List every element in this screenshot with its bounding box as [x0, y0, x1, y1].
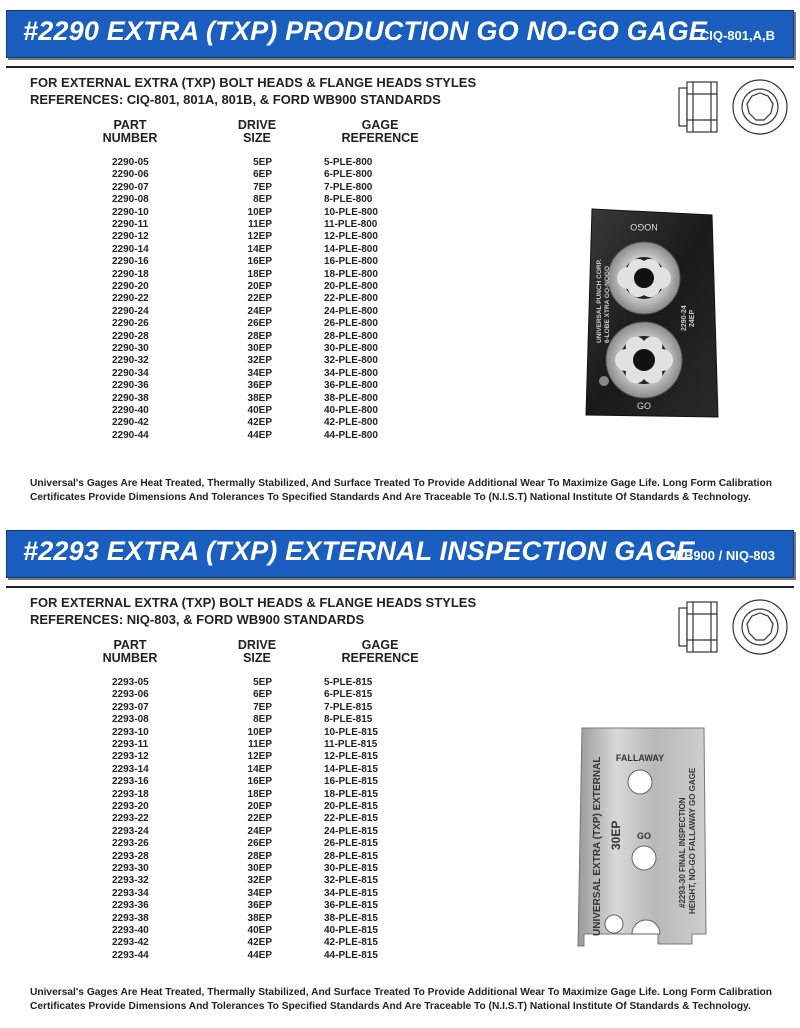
table-row	[0, 727, 440, 739]
part-number-cell: 2293-05	[112, 677, 149, 688]
table-row	[0, 702, 440, 714]
table-row	[0, 826, 440, 838]
part-number-cell: 2290-18	[112, 268, 149, 280]
table-row	[0, 207, 440, 219]
table-row	[0, 776, 440, 788]
table-row	[0, 430, 440, 442]
drive-size-cell: 34EP	[247, 887, 272, 899]
part-number-cell: 2293-30	[112, 863, 149, 874]
section-title: #2290 EXTRA (TXP) PRODUCTION GO NO-GO GAGE	[23, 16, 707, 46]
section-divider	[6, 66, 794, 68]
intro-line-2: REFERENCES: CIQ-801, 801A, 801B, & FORD WB900 STANDARDS	[30, 92, 441, 107]
drive-size-cell: 22EP	[247, 293, 272, 305]
table-row	[0, 764, 440, 776]
part-number-cell: 2293-32	[112, 875, 149, 887]
section-banner-2293	[6, 530, 794, 578]
drive-size-cell: 30EP	[247, 343, 272, 354]
go-nogo-gage-image	[578, 203, 720, 423]
drive-size-cell: 28EP	[247, 330, 272, 342]
drive-size-cell: 5EP	[253, 677, 272, 688]
part-number-cell: 2290-34	[112, 367, 149, 379]
col-header-drive-size: DRIVE SIZE	[237, 638, 277, 665]
gage-reference-cell: 6-PLE-815	[324, 689, 373, 701]
drive-size-cell: 8EP	[253, 194, 272, 206]
gage-type-label: 6-LOBE XTRA GO-NOGO	[604, 265, 611, 343]
gage-reference-cell: 24-PLE-800	[324, 305, 378, 317]
part-number-cell: 2293-08	[112, 714, 149, 726]
gage-reference-cell: 14-PLE-800	[324, 243, 378, 255]
gage-reference-cell: 24-PLE-815	[324, 825, 378, 837]
table-row	[0, 157, 440, 169]
quality-note: Universal's Gages Are Heat Treated, Thermally Stabilized, And Surface Treated To Provide Additional Wear To Maximize Gage Life. Long Form Calibration Certificates Provide Dimensions And Tolerances To Specified Standards And Are Traceable To (N.I.S.T) National Institute Of Standards & Technology.	[30, 987, 772, 1012]
gage-reference-cell: 6-PLE-800	[324, 169, 373, 181]
table-row	[0, 293, 440, 305]
gage-reference-cell: 42-PLE-800	[324, 417, 378, 429]
part-number-cell: 2293-10	[112, 726, 149, 738]
part-number-cell: 2290-24	[112, 305, 149, 317]
part-number-cell: 2290-36	[112, 380, 149, 392]
gage-reference-cell: 11-PLE-815	[324, 739, 378, 750]
bolt-head-diagram-icon	[676, 76, 794, 138]
part-number-cell: 2290-38	[112, 392, 149, 404]
gage-reference-cell: 38-PLE-800	[324, 392, 378, 404]
table-row	[0, 169, 440, 181]
drive-size-cell: 24EP	[247, 825, 272, 837]
part-number-cell: 2293-18	[112, 788, 149, 800]
drive-size-cell: 44EP	[247, 949, 272, 961]
gage-name-label: UNIVERSAL EXTRA (TXP) EXTERNAL	[592, 756, 603, 936]
part-number-cell: 2290-16	[112, 256, 149, 268]
drive-size-cell: 6EP	[253, 689, 272, 701]
table-row	[0, 801, 440, 813]
gage-nogo-label: NOGO	[630, 222, 658, 232]
gage-reference-cell: 7-PLE-800	[324, 181, 373, 193]
drive-size-cell: 12EP	[247, 231, 272, 243]
col-header-gage-reference: GAGE REFERENCE	[341, 638, 419, 665]
part-number-cell: 2290-40	[112, 405, 149, 416]
gage-reference-cell: 42-PLE-815	[324, 937, 378, 949]
section-standard-ref: CIQ-801,A,B	[699, 28, 775, 43]
gage-size-label: 24EP	[689, 309, 696, 327]
gage-reference-cell: 40-PLE-800	[324, 405, 378, 416]
table-row	[0, 417, 440, 429]
maker-logo-icon	[599, 376, 609, 386]
gage-go-label: GO	[636, 831, 652, 841]
gage-reference-cell: 8-PLE-800	[324, 194, 373, 206]
gage-reference-cell: 18-PLE-800	[324, 268, 378, 280]
drive-size-cell: 26EP	[247, 318, 272, 330]
bolt-head-diagram-icon	[676, 596, 794, 658]
part-number-cell: 2293-06	[112, 689, 149, 701]
gage-reference-cell: 30-PLE-800	[324, 343, 378, 354]
section-intro	[30, 594, 476, 628]
gage-desc-label: HEIGHT, NO-GO FALLAWAY GO GAGE	[688, 767, 697, 914]
part-number-cell: 2293-16	[112, 776, 149, 788]
gage-size-label: 30EP	[609, 820, 623, 850]
drive-size-cell: 20EP	[247, 281, 272, 292]
table-row	[0, 851, 440, 863]
drive-size-cell: 20EP	[247, 801, 272, 812]
drive-size-cell: 32EP	[247, 355, 272, 367]
table-row	[0, 231, 440, 243]
part-number-cell: 2290-14	[112, 243, 149, 255]
part-number-cell: 2290-32	[112, 355, 149, 367]
table-row	[0, 244, 440, 256]
drive-size-cell: 10EP	[247, 726, 272, 738]
gage-reference-cell: 34-PLE-800	[324, 367, 378, 379]
gage-reference-cell: 12-PLE-800	[324, 231, 378, 243]
gage-fallaway-label: FALLAWAY	[615, 753, 665, 763]
drive-size-cell: 11EP	[248, 219, 272, 230]
gage-reference-cell: 20-PLE-800	[324, 281, 378, 292]
drive-size-cell: 16EP	[247, 776, 272, 788]
part-number-cell: 2290-05	[112, 157, 149, 168]
drive-size-cell: 18EP	[247, 788, 272, 800]
table-row	[0, 863, 440, 875]
part-number-cell: 2293-42	[112, 937, 149, 949]
part-number-cell: 2293-14	[112, 763, 149, 775]
drive-size-cell: 38EP	[247, 392, 272, 404]
gage-reference-cell: 5-PLE-815	[324, 677, 373, 688]
part-number-cell: 2293-36	[112, 900, 149, 912]
gage-reference-cell: 28-PLE-800	[324, 330, 378, 342]
part-number-cell: 2290-11	[112, 219, 149, 230]
part-number-cell: 2293-07	[112, 701, 149, 713]
drive-size-cell: 14EP	[247, 763, 272, 775]
drive-size-cell: 26EP	[247, 838, 272, 850]
drive-size-cell: 42EP	[247, 417, 272, 429]
col-header-part-number: PART NUMBER	[102, 638, 158, 665]
table-row	[0, 343, 440, 355]
part-number-cell: 2293-34	[112, 887, 149, 899]
gage-reference-cell: 12-PLE-815	[324, 751, 378, 763]
part-number-cell: 2290-22	[112, 293, 149, 305]
section-title: #2293 EXTRA (TXP) EXTERNAL INSPECTION GAGE	[23, 536, 695, 566]
gage-reference-cell: 34-PLE-815	[324, 887, 378, 899]
gage-go-label: GO	[636, 401, 652, 411]
section-intro	[30, 74, 476, 108]
table-row	[0, 219, 440, 231]
drive-size-cell: 38EP	[247, 912, 272, 924]
drive-size-cell: 24EP	[247, 305, 272, 317]
part-number-cell: 2293-28	[112, 850, 149, 862]
part-number-cell: 2290-07	[112, 181, 149, 193]
table-row	[0, 355, 440, 367]
table-row	[0, 875, 440, 887]
table-row	[0, 739, 440, 751]
gage-reference-cell: 22-PLE-815	[324, 813, 378, 825]
table-row	[0, 318, 440, 330]
drive-size-cell: 16EP	[247, 256, 272, 268]
drive-size-cell: 22EP	[247, 813, 272, 825]
part-number-cell: 2293-40	[112, 925, 149, 936]
gage-reference-cell: 36-PLE-800	[324, 380, 378, 392]
drive-size-cell: 18EP	[247, 268, 272, 280]
table-row	[0, 256, 440, 268]
table-row	[0, 838, 440, 850]
gage-reference-cell: 16-PLE-815	[324, 776, 378, 788]
drive-size-cell: 30EP	[247, 863, 272, 874]
table-row	[0, 689, 440, 701]
drive-size-cell: 36EP	[247, 900, 272, 912]
drive-size-cell: 40EP	[247, 405, 272, 416]
table-row	[0, 925, 440, 937]
part-number-cell: 2290-06	[112, 169, 149, 181]
gage-part-label: #2293-30 FINAL INSPECTION	[678, 797, 687, 908]
quality-note: Universal's Gages Are Heat Treated, Thermally Stabilized, And Surface Treated To Provide Additional Wear To Maximize Gage Life. Long Form Calibration Certificates Provide Dimensions And Tolerances To Specified Standards And Are Traceable To (N.I.S.T) National Institute Of Standards & Technology.	[30, 478, 772, 503]
part-number-cell: 2293-12	[112, 751, 149, 763]
drive-size-cell: 8EP	[253, 714, 272, 726]
drive-size-cell: 12EP	[247, 751, 272, 763]
section-standard-ref: WB900 / NIQ-803	[671, 548, 775, 563]
part-number-cell: 2293-38	[112, 912, 149, 924]
gage-part-label: 2290-24	[681, 305, 688, 331]
gage-reference-cell: 44-PLE-815	[324, 949, 378, 961]
intro-line-1: FOR EXTERNAL EXTRA (TXP) BOLT HEADS & FLANGE HEADS STYLES	[30, 595, 477, 610]
gage-reference-cell: 26-PLE-800	[324, 318, 378, 330]
table-row	[0, 281, 440, 293]
table-row	[0, 900, 440, 912]
table-row	[0, 950, 440, 962]
gage-reference-cell: 16-PLE-800	[324, 256, 378, 268]
drive-size-cell: 10EP	[247, 206, 272, 218]
gage-reference-cell: 40-PLE-815	[324, 925, 378, 936]
gage-reference-cell: 11-PLE-800	[324, 219, 378, 230]
drive-size-cell: 5EP	[253, 157, 272, 168]
drive-size-cell: 44EP	[247, 429, 272, 441]
part-number-cell: 2290-12	[112, 231, 149, 243]
gage-reference-cell: 18-PLE-815	[324, 788, 378, 800]
part-number-cell: 2293-44	[112, 949, 149, 961]
gage-reference-cell: 10-PLE-815	[324, 726, 378, 738]
table-row	[0, 751, 440, 763]
gage-reference-cell: 28-PLE-815	[324, 850, 378, 862]
gage-reference-cell: 26-PLE-815	[324, 838, 378, 850]
part-number-cell: 2293-11	[112, 739, 149, 750]
gage-maker-label: UNIVERSAL PUNCH CORP.	[596, 259, 603, 343]
part-number-cell: 2290-20	[112, 281, 149, 292]
section-divider	[6, 586, 794, 588]
gage-reference-cell: 5-PLE-800	[324, 157, 373, 168]
gage-reference-cell: 36-PLE-815	[324, 900, 378, 912]
col-header-gage-reference: GAGE REFERENCE	[341, 118, 419, 145]
part-number-cell: 2290-30	[112, 343, 149, 354]
table-row	[0, 714, 440, 726]
drive-size-cell: 32EP	[247, 875, 272, 887]
table-row	[0, 405, 440, 417]
table-row	[0, 380, 440, 392]
intro-line-2: REFERENCES: NIQ-803, & FORD WB900 STANDARDS	[30, 612, 365, 627]
part-number-cell: 2290-26	[112, 318, 149, 330]
drive-size-cell: 6EP	[253, 169, 272, 181]
part-number-cell: 2290-42	[112, 417, 149, 429]
table-row	[0, 937, 440, 949]
gage-reference-cell: 32-PLE-815	[324, 875, 378, 887]
part-number-cell: 2290-44	[112, 429, 149, 441]
drive-size-cell: 7EP	[253, 701, 272, 713]
drive-size-cell: 7EP	[253, 181, 272, 193]
col-header-drive-size: DRIVE SIZE	[237, 118, 277, 145]
part-number-cell: 2293-20	[112, 801, 149, 812]
gage-reference-cell: 14-PLE-815	[324, 763, 378, 775]
intro-line-1: FOR EXTERNAL EXTRA (TXP) BOLT HEADS & FLANGE HEADS STYLES	[30, 75, 477, 90]
part-number-cell: 2293-24	[112, 825, 149, 837]
drive-size-cell: 28EP	[247, 850, 272, 862]
gage-reference-cell: 44-PLE-800	[324, 429, 378, 441]
drive-size-cell: 40EP	[247, 925, 272, 936]
table-row	[0, 269, 440, 281]
part-number-cell: 2293-22	[112, 813, 149, 825]
gage-reference-cell: 10-PLE-800	[324, 206, 378, 218]
table-row	[0, 331, 440, 343]
table-row	[0, 913, 440, 925]
table-row	[0, 888, 440, 900]
table-row	[0, 194, 440, 206]
table-row	[0, 789, 440, 801]
gage-reference-cell: 20-PLE-815	[324, 801, 378, 812]
part-number-cell: 2293-26	[112, 838, 149, 850]
gage-reference-cell: 32-PLE-800	[324, 355, 378, 367]
gage-reference-cell: 7-PLE-815	[324, 701, 373, 713]
drive-size-cell: 34EP	[247, 367, 272, 379]
table-row	[0, 306, 440, 318]
drive-size-cell: 11EP	[248, 739, 272, 750]
part-number-cell: 2290-28	[112, 330, 149, 342]
gage-reference-cell: 38-PLE-815	[324, 912, 378, 924]
table-row	[0, 677, 440, 689]
inspection-gage-image	[574, 724, 712, 956]
part-number-cell: 2290-08	[112, 194, 149, 206]
gage-reference-cell: 22-PLE-800	[324, 293, 378, 305]
part-number-cell: 2290-10	[112, 206, 149, 218]
gage-reference-cell: 8-PLE-815	[324, 714, 373, 726]
col-header-part-number: PART NUMBER	[102, 118, 158, 145]
drive-size-cell: 36EP	[247, 380, 272, 392]
section-banner-2290	[6, 10, 794, 58]
gage-reference-cell: 30-PLE-815	[324, 863, 378, 874]
table-row	[0, 368, 440, 380]
table-row	[0, 813, 440, 825]
drive-size-cell: 14EP	[247, 243, 272, 255]
table-row	[0, 182, 440, 194]
drive-size-cell: 42EP	[247, 937, 272, 949]
table-row	[0, 393, 440, 405]
